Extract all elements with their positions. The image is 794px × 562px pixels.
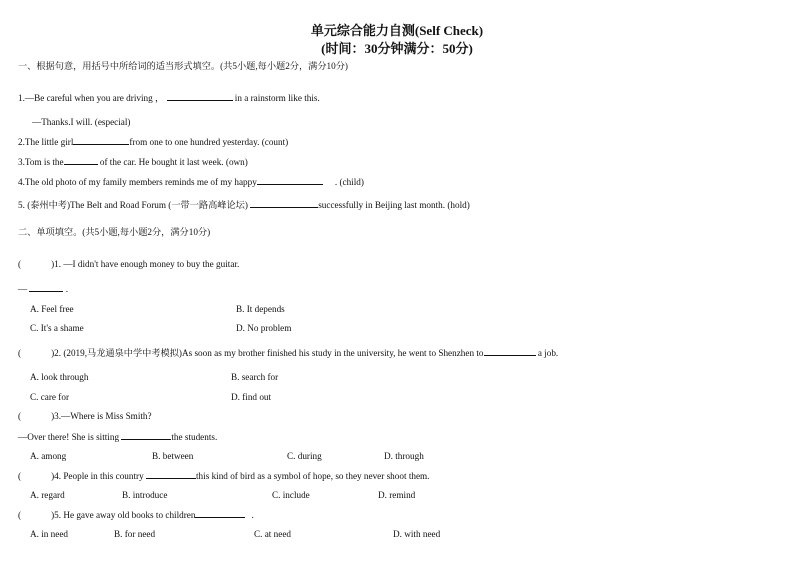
s2-q2-paren-open: (	[18, 348, 22, 358]
s1-q1-blank[interactable]	[167, 91, 233, 101]
s2-q5-option-a[interactable]: A. in need	[30, 529, 69, 539]
s2-q3-option-d[interactable]: D. through	[384, 451, 424, 461]
s1-q1-text-a: 1.—Be careful when you are driving ，	[18, 93, 165, 103]
s2-q3-blank[interactable]	[121, 430, 171, 440]
s1-q4	[18, 175, 364, 188]
s2-q1-option-b[interactable]: B. It depends	[236, 304, 285, 314]
s2-q3	[18, 410, 152, 422]
s2-q1-paren-close: )	[51, 259, 55, 269]
s2-q5	[18, 508, 254, 521]
s2-q5-paren-open: (	[18, 510, 22, 520]
s2-q1-option-d[interactable]: D. No problem	[236, 323, 292, 333]
s2-q4-paren-close: )	[51, 471, 55, 481]
s2-q2-option-a[interactable]: A. look through	[30, 372, 89, 382]
s2-q1	[18, 258, 239, 270]
s2-q1-end: .	[65, 284, 69, 294]
s2-q2-paren-close: )	[51, 348, 55, 358]
s1-q3-blank[interactable]	[64, 155, 98, 165]
s2-q1-paren-open: (	[18, 259, 22, 269]
s1-q2-text-a: 2.The little girl	[18, 137, 74, 147]
s2-q1-option-c[interactable]: C. It's a shame	[30, 323, 84, 333]
s2-q5-option-b[interactable]: B. for need	[114, 529, 156, 539]
s1-q5-blank[interactable]	[250, 198, 318, 208]
s2-q3-text: 3.—Where is Miss Smith?	[54, 411, 152, 421]
s1-q3-text-b: of the car. He bought it last week. (own)	[99, 157, 248, 167]
s2-q4-option-b[interactable]: B. introduce	[122, 490, 168, 500]
s1-q1-response: —Thanks.I will. (especial)	[32, 117, 131, 127]
s2-q3-response-a: —Over there! She is sitting	[18, 432, 120, 442]
s2-q1-text: 1. —I didn't have enough money to buy the guitar.	[54, 259, 240, 269]
s1-q4-text-a: 4.The old photo of my family members reminds me of my happy	[18, 177, 257, 187]
s2-q4-option-d[interactable]: D. remind	[378, 490, 416, 500]
s2-q4	[18, 469, 429, 482]
s2-q3-paren-open: (	[18, 411, 22, 421]
s2-q2-blank[interactable]	[484, 346, 536, 356]
s2-q1-dash: —	[18, 284, 28, 294]
s2-q4-option-a[interactable]: A. regard	[30, 490, 65, 500]
s2-q3-paren-close: )	[51, 411, 55, 421]
s1-q5-text-a: 5. (泰州中考)The Belt and Road Forum (一带一路高峰论坛)	[18, 200, 248, 210]
s1-q1-text-b: in a rainstorm like this.	[234, 93, 320, 103]
s1-q2	[18, 135, 288, 148]
s2-q4-text-b: this kind of bird as a symbol of hope, so they never shoot them.	[196, 471, 430, 481]
s2-q1-response	[18, 282, 68, 295]
s1-q4-blank[interactable]	[257, 175, 323, 185]
s2-q2-option-c[interactable]: C. care for	[30, 392, 70, 402]
s2-q5-blank[interactable]	[195, 508, 245, 518]
s1-q5	[18, 198, 470, 211]
page-title: 单元综合能力自测(Self Check)	[310, 23, 484, 38]
s2-q3-option-a[interactable]: A. among	[30, 451, 67, 461]
s2-q4-text-a: 4. People in this country	[54, 471, 144, 481]
s1-q5-text-b: successfully in Beijing last month. (hold)	[318, 200, 470, 210]
s2-q3-response	[18, 430, 217, 443]
s2-q5-paren-close: )	[51, 510, 55, 520]
section2-heading: 二、单项填空。(共5小题,每小题2分，满分10分)	[18, 227, 211, 237]
s1-q2-blank[interactable]	[73, 135, 129, 145]
s2-q3-response-b: the students.	[171, 432, 218, 442]
s2-q2-option-d[interactable]: D. find out	[231, 392, 272, 402]
s2-q5-text-b: .	[251, 510, 254, 520]
s2-q2-text-b: a job.	[537, 348, 559, 358]
s1-q3-text-a: 3.Tom is the	[18, 157, 64, 167]
s2-q5-text-a: 5. He gave away old books to children	[54, 510, 196, 520]
s2-q4-paren-open: (	[18, 471, 22, 481]
s2-q3-option-b[interactable]: B. between	[152, 451, 194, 461]
s2-q4-option-c[interactable]: C. include	[272, 490, 310, 500]
s2-q4-blank[interactable]	[146, 469, 196, 479]
s2-q5-option-c[interactable]: C. at need	[254, 529, 291, 539]
s1-q3	[18, 155, 248, 168]
s2-q1-option-a[interactable]: A. Feel free	[30, 304, 74, 314]
s1-q1	[18, 91, 320, 104]
s2-q5-option-d[interactable]: D. with need	[393, 529, 441, 539]
s2-q2-option-b[interactable]: B. search for	[231, 372, 279, 382]
s1-q2-text-b: from one to one hundred yesterday. (count)	[129, 137, 289, 147]
section1-heading: 一、根据句意，用括号中所给词的适当形式填空。(共5小题,每小题2分，满分10分)	[18, 61, 348, 71]
s2-q2-text-a: 2. (2019,马龙通泉中学中考模拟)As soon as my brother finished his study in the university, he went to Shenzhen to	[54, 348, 484, 358]
page-subtitle: (时间：30分钟满分：50分)	[321, 41, 473, 56]
s2-q2	[18, 346, 558, 359]
s2-q3-option-c[interactable]: C. during	[287, 451, 322, 461]
s2-q1-blank[interactable]	[29, 282, 63, 292]
s1-q4-text-b: . (child)	[334, 177, 364, 187]
